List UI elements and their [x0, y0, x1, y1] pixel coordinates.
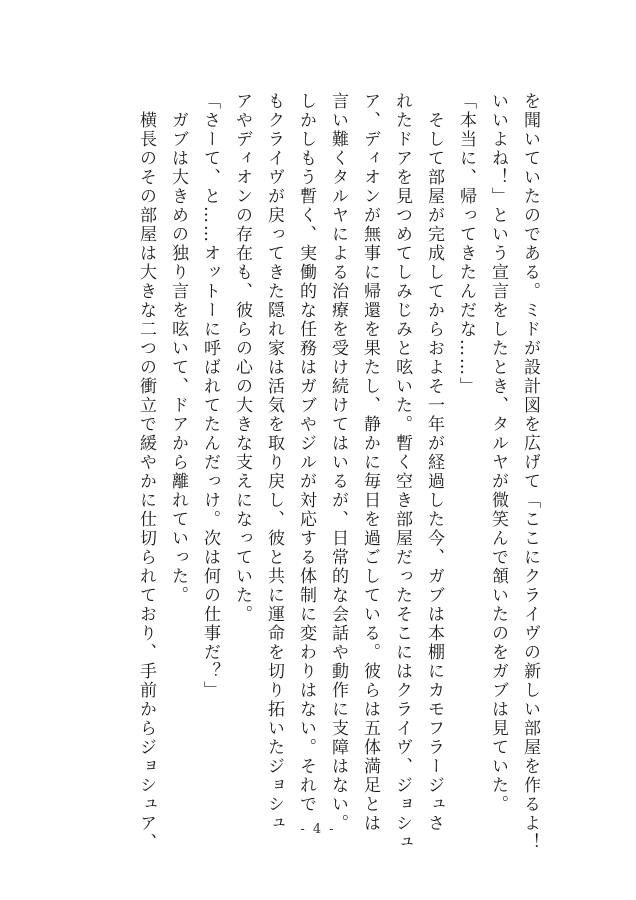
text-line-1: を聞いていたのである。ミドが設計図を広げて「ここにクライヴの新しい部屋を作るよ！	[520, 92, 540, 852]
page-number: - 4 -	[300, 822, 336, 837]
text-line-5: れたドアを見つめてしみじみと呟いた。暫く空き部屋だったそこにはクライヴ、ジョシュ	[392, 92, 412, 852]
text-line-13: 横長のその部屋は大きな二つの衝立で緩やかに仕切られており、手前からジョシュア、	[136, 92, 156, 852]
text-line-3: 「本当に、帰ってきたんだな……」	[456, 92, 476, 396]
text-line-6: ア、ディオンが無事に帰還を果たし、静かに毎日を過ごしている。彼らは五体満足とは	[360, 92, 380, 833]
text-line-8: しかしもう暫く、実働的な任務はガブやジルが対応する体制に変わりはない。それで	[296, 92, 316, 814]
text-line-11: 「さーて、と……オットーに呼ばれてたんだっけ。次は何の仕事だ？」	[200, 92, 220, 700]
body-text	[130, 92, 546, 852]
text-line-9: もクライヴが戻ってきた隠れ家は活気を取り戻し、彼と共に運命を切り拓いたジョシュ	[264, 92, 284, 833]
text-line-10: アやディオンの存在も、彼らの心の大きな支えになっていた。	[232, 92, 252, 624]
text-line-7: 言い難くタルヤによる治療を受け続けてはいるが、日常的な会話や動作に支障はない。	[328, 92, 348, 833]
text-line-2: いいよね！」という宣言をしたとき、タルヤが微笑んで頷いたのをガブは見ていた。	[488, 92, 508, 814]
text-line-12: ガブは大きめの独り言を呟いて、ドアから離れていった。	[168, 92, 188, 605]
text-line-4: そして部屋が完成してからおよそ一年が経過した今、ガブは本棚にカモフラージュさ	[424, 92, 444, 833]
